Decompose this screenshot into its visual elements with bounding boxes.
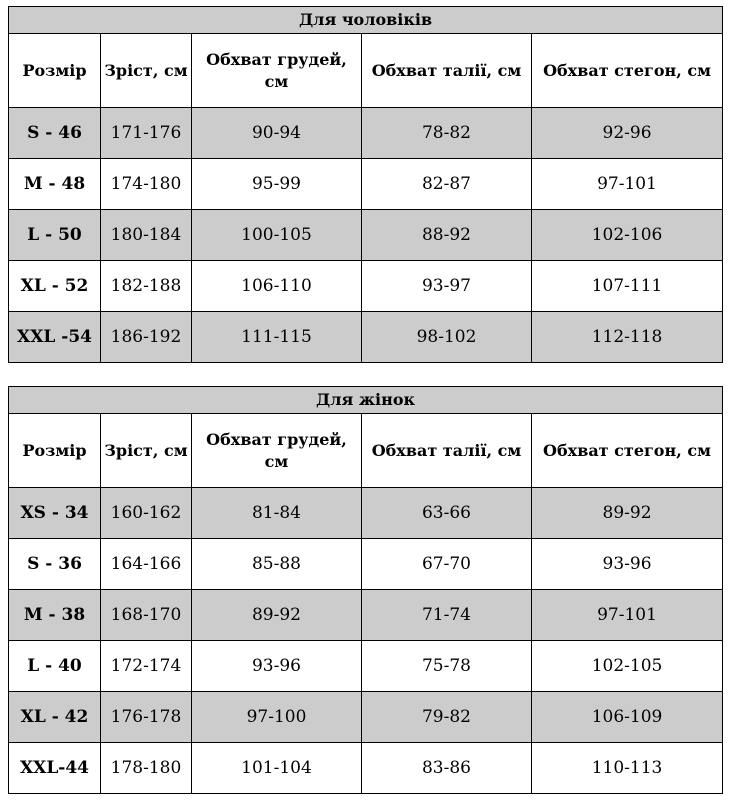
hips-cell: 102-106 [532, 210, 723, 261]
hips-cell: 110-113 [532, 743, 723, 794]
table-row [9, 641, 723, 692]
waist-cell: 67-70 [362, 539, 532, 590]
chest-cell: 106-110 [192, 261, 362, 312]
header-height: Зріст, см [101, 34, 192, 108]
chest-cell: 81-84 [192, 488, 362, 539]
waist-cell: 71-74 [362, 590, 532, 641]
size-cell: M - 38 [9, 590, 101, 641]
hips-cell: 97-101 [532, 590, 723, 641]
table-row [9, 590, 723, 641]
size-cell: XS - 34 [9, 488, 101, 539]
height-cell: 180-184 [101, 210, 192, 261]
chest-cell: 111-115 [192, 312, 362, 363]
table-row [9, 692, 723, 743]
header-size: Розмір [9, 34, 101, 108]
header-chest: Обхват грудей, см [192, 34, 362, 108]
chest-cell: 100-105 [192, 210, 362, 261]
chest-cell: 89-92 [192, 590, 362, 641]
waist-cell: 93-97 [362, 261, 532, 312]
waist-cell: 83-86 [362, 743, 532, 794]
hips-cell: 112-118 [532, 312, 723, 363]
size-cell: M - 48 [9, 159, 101, 210]
table-row [9, 312, 723, 363]
women-table-title: Для жінок [9, 387, 723, 414]
header-size: Розмір [9, 414, 101, 488]
header-waist: Обхват талії, см [362, 34, 532, 108]
waist-cell: 63-66 [362, 488, 532, 539]
size-cell: S - 46 [9, 108, 101, 159]
size-cell: L - 50 [9, 210, 101, 261]
size-cell: XXL -54 [9, 312, 101, 363]
hips-cell: 107-111 [532, 261, 723, 312]
table-row [9, 488, 723, 539]
waist-cell: 78-82 [362, 108, 532, 159]
waist-cell: 79-82 [362, 692, 532, 743]
height-cell: 172-174 [101, 641, 192, 692]
size-cell: S - 36 [9, 539, 101, 590]
hips-cell: 92-96 [532, 108, 723, 159]
men-table-title: Для чоловіків [9, 7, 723, 34]
chest-cell: 97-100 [192, 692, 362, 743]
table-row [9, 210, 723, 261]
chest-cell: 90-94 [192, 108, 362, 159]
table-row [9, 539, 723, 590]
header-hips: Обхват стегон, см [532, 34, 723, 108]
waist-cell: 82-87 [362, 159, 532, 210]
height-cell: 160-162 [101, 488, 192, 539]
header-waist: Обхват талії, см [362, 414, 532, 488]
hips-cell: 102-105 [532, 641, 723, 692]
height-cell: 186-192 [101, 312, 192, 363]
chest-cell: 93-96 [192, 641, 362, 692]
waist-cell: 88-92 [362, 210, 532, 261]
size-cell: XL - 42 [9, 692, 101, 743]
height-cell: 176-178 [101, 692, 192, 743]
waist-cell: 98-102 [362, 312, 532, 363]
hips-cell: 93-96 [532, 539, 723, 590]
header-height: Зріст, см [101, 414, 192, 488]
header-chest: Обхват грудей, см [192, 414, 362, 488]
table-row [9, 159, 723, 210]
height-cell: 182-188 [101, 261, 192, 312]
table-row [9, 108, 723, 159]
height-cell: 178-180 [101, 743, 192, 794]
hips-cell: 97-101 [532, 159, 723, 210]
size-cell: XXL-44 [9, 743, 101, 794]
chest-cell: 85-88 [192, 539, 362, 590]
chest-cell: 101-104 [192, 743, 362, 794]
women-size-table [8, 386, 723, 794]
table-row [9, 743, 723, 794]
men-size-table [8, 6, 723, 363]
size-cell: L - 40 [9, 641, 101, 692]
height-cell: 164-166 [101, 539, 192, 590]
height-cell: 168-170 [101, 590, 192, 641]
table-row [9, 261, 723, 312]
waist-cell: 75-78 [362, 641, 532, 692]
chest-cell: 95-99 [192, 159, 362, 210]
size-cell: XL - 52 [9, 261, 101, 312]
height-cell: 171-176 [101, 108, 192, 159]
hips-cell: 106-109 [532, 692, 723, 743]
height-cell: 174-180 [101, 159, 192, 210]
hips-cell: 89-92 [532, 488, 723, 539]
header-hips: Обхват стегон, см [532, 414, 723, 488]
